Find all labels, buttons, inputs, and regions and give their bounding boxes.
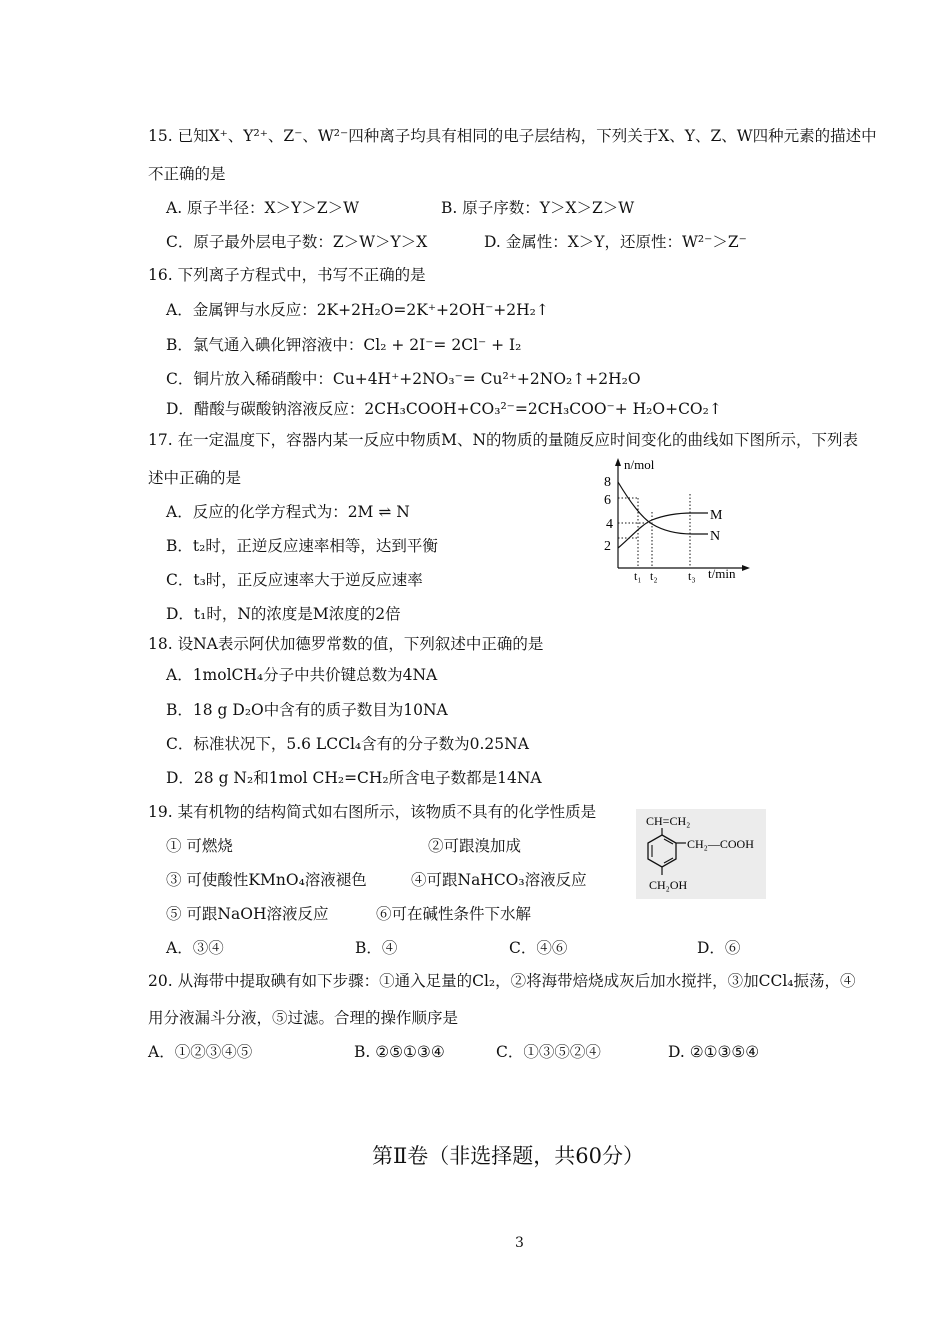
q17-stem-line2: 述中正确的是 — [148, 469, 242, 487]
curve-n — [618, 482, 708, 534]
graph-xtick-t3: t₃ — [688, 569, 696, 583]
graph-ytick-8: 8 — [604, 475, 611, 490]
q16-option-d: D．醋酸与碳酸钠溶液反应：2CH₃COOH+CO₃²⁻=2CH₃COO⁻+ H₂O+CO₂↑ — [166, 400, 722, 418]
q19-option-c: C．④⑥ — [509, 939, 568, 957]
q20-stem-line1: 20. 从海带中提取碘有如下步骤：①通入足量的Cl₂，②将海带焙烧成灰后加水搅拌，③加CCl₄振荡，④ — [148, 972, 856, 990]
q16-stem: 16. 下列离子方程式中，书写不正确的是 — [148, 266, 426, 284]
q20-option-c: C．①③⑤②④ — [496, 1043, 601, 1061]
q18-stem: 18. 设NA表示阿伏加德罗常数的值，下列叙述中正确的是 — [148, 635, 544, 653]
reaction-graph — [596, 454, 756, 589]
q18-option-d: D．28 g N₂和1mol CH₂=CH₂所含电子数都是14NA — [166, 769, 542, 787]
q15-option-c: C．原子最外层电子数：Z＞W＞Y＞X — [166, 233, 428, 251]
q15-stem-line1: 15. 已知X⁺、Y²⁺、Z⁻、W²⁻四种离子均具有相同的电子层结构，下列关于X、Y、Z、W四种元素的描述中 — [148, 127, 877, 145]
graph-xtick-t2: t₂ — [650, 569, 658, 583]
q19-option-d: D．⑥ — [697, 939, 741, 957]
q15-option-d: D. 金属性：X＞Y，还原性：W²⁻＞Z⁻ — [484, 233, 747, 251]
q19-property-2: ②可跟溴加成 — [428, 837, 522, 855]
q18-option-c: C．标准状况下，5.6 LCCl₄含有的分子数为0.25NA — [166, 735, 529, 753]
q19-property-6: ⑥可在碱性条件下水解 — [376, 905, 532, 923]
q19-stem: 19. 某有机物的结构简式如右图所示，该物质不具有的化学性质是 — [148, 803, 597, 821]
q16-option-a: A．金属钾与水反应：2K+2H₂O=2K⁺+2OH⁻+2H₂↑ — [166, 301, 549, 319]
structure-vinyl-group: CH=CH₂ — [646, 814, 691, 828]
q19-option-b: B．④ — [355, 939, 398, 957]
q19-option-a: A．③④ — [166, 939, 224, 957]
q16-option-c: C．铜片放入稀硝酸中：Cu+4H⁺+2NO₃⁻= Cu²⁺+2NO₂↑+2H₂O — [166, 370, 641, 388]
organic-structure-figure — [636, 809, 766, 899]
q19-property-1: ① 可燃烧 — [166, 837, 233, 855]
q18-option-a: A．1molCH₄分子中共价键总数为4NA — [166, 666, 438, 684]
q16-option-b: B．氯气通入碘化钾溶液中：Cl₂ + 2I⁻= 2Cl⁻ + I₂ — [166, 336, 522, 354]
graph-xtick-t1: t₁ — [634, 569, 642, 583]
graph-y-label: n/mol — [624, 457, 655, 472]
curve-m — [618, 513, 708, 548]
structure-bottom-group: CH₂OH — [649, 878, 688, 892]
q17-option-b: B．t₂时，正逆反应速率相等，达到平衡 — [166, 537, 438, 555]
q18-option-b: B．18 g D₂O中含有的质子数目为10NA — [166, 701, 448, 719]
q20-option-a: A．①②③④⑤ — [148, 1043, 253, 1061]
q17-option-a: A．反应的化学方程式为：2M ⇌ N — [166, 503, 410, 521]
section-title: 第Ⅱ卷（非选择题，共60分） — [372, 1144, 644, 1168]
graph-ytick-2: 2 — [604, 539, 611, 554]
q20-option-d: D. ②①③⑤④ — [668, 1043, 760, 1061]
q20-stem-line2: 用分液漏斗分液，⑤过滤。合理的操作顺序是 — [148, 1009, 459, 1027]
page-number: 3 — [515, 1235, 524, 1251]
q15-option-a: A. 原子半径：X＞Y＞Z＞W — [166, 199, 360, 217]
q19-property-5: ⑤ 可跟NaOH溶液反应 — [166, 905, 329, 923]
q17-stem-line1: 17. 在一定温度下，容器内某一反应中物质M、N的物质的量随反应时间变化的曲线如下图所示，下列表 — [148, 431, 859, 449]
q19-property-4: ④可跟NaHCO₃溶液反应 — [411, 871, 587, 889]
curve-n-label: N — [710, 529, 721, 544]
q17-option-c: C．t₃时，正反应速率大于逆反应速率 — [166, 571, 423, 589]
graph-ytick-4: 4 — [606, 517, 613, 532]
q15-option-b: B. 原子序数：Y＞X＞Z＞W — [441, 199, 635, 217]
q17-option-d: D．t₁时，N的浓度是M浓度的2倍 — [166, 605, 401, 623]
graph-ytick-6: 6 — [604, 493, 611, 508]
q15-stem-line2: 不正确的是 — [148, 165, 226, 183]
graph-x-label: t/min — [708, 566, 736, 581]
curve-m-label: M — [710, 508, 723, 523]
q20-option-b: B. ②⑤①③④ — [354, 1043, 445, 1061]
q19-property-3: ③ 可使酸性KMnO₄溶液褪色 — [166, 871, 367, 889]
structure-side-chain: CH₂—COOH — [687, 837, 754, 851]
